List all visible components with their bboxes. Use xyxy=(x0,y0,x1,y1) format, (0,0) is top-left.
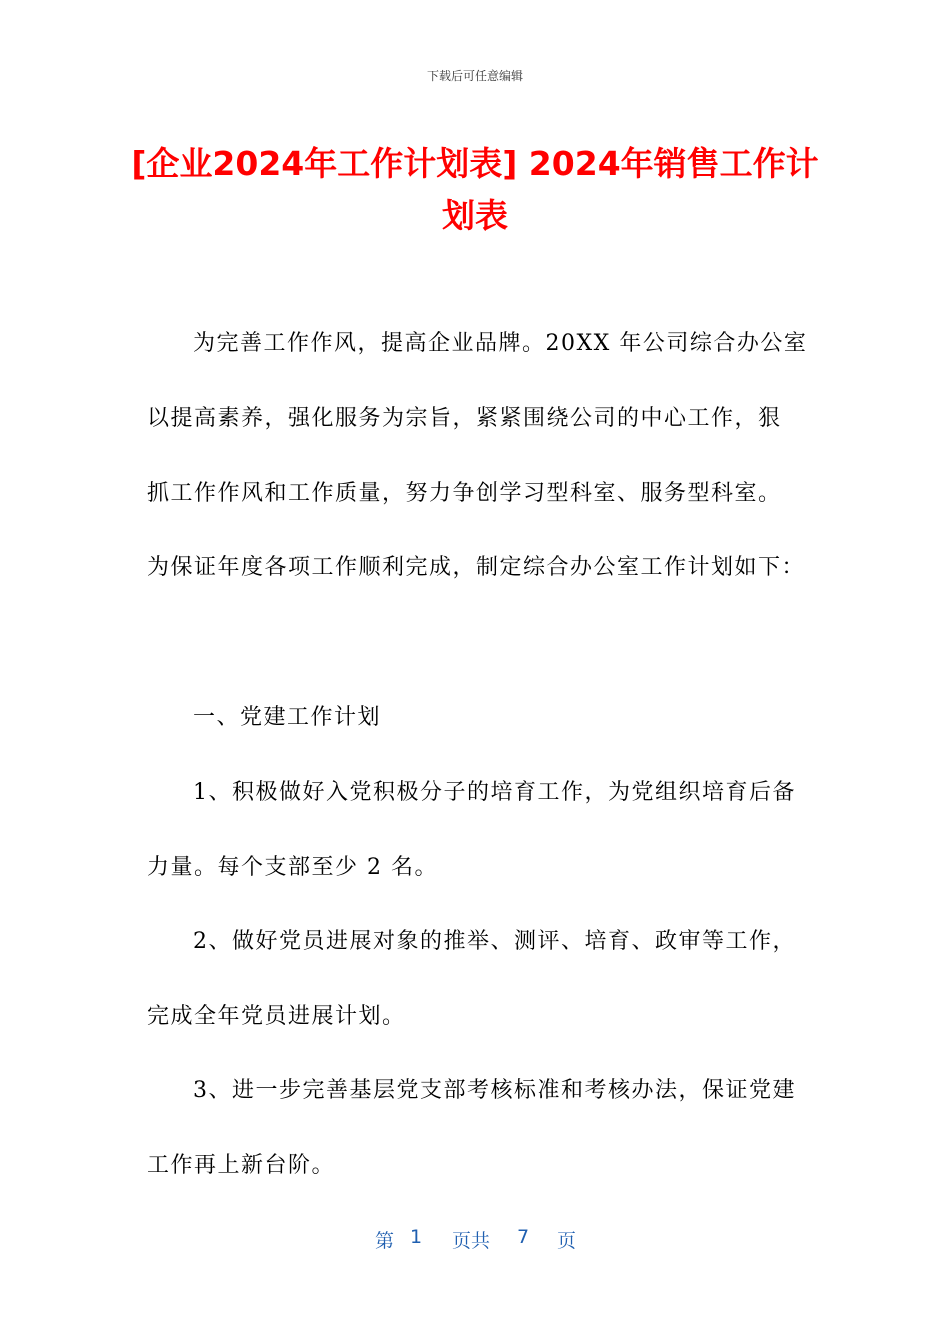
intro-line-4: 为保证年度各项工作顺利完成，制定综合办公室工作计划如下： xyxy=(147,555,806,580)
document-title: [企业2024年工作计划表] 2024年销售工作计划表 xyxy=(131,144,819,235)
item2-line-1: 2、做好党员进展对象的推举、测评、培育、政审等工作， xyxy=(193,929,796,954)
intro-line-1: 为完善工作作风，提高企业品牌。20XX 年公司综合办公室 xyxy=(193,331,808,356)
item1-line-1: 1、积极做好入党积极分子的培育工作，为党组织培育后备 xyxy=(193,780,796,805)
page-label-prefix: 第 xyxy=(375,1230,395,1252)
page-label-suffix: 页 xyxy=(557,1230,577,1252)
total-pages-number: 7 xyxy=(517,1226,530,1248)
intro-line-2: 以提高素养，强化服务为宗旨，紧紧围绕公司的中心工作，狠 xyxy=(147,406,782,431)
intro-line-3: 抓工作作风和工作质量，努力争创学习型科室、服务型科室。 xyxy=(147,481,782,506)
page-footer xyxy=(0,1226,950,1252)
item3-line-1: 3、进一步完善基层党支部考核标准和考核办法，保证党建 xyxy=(193,1078,796,1103)
item2-line-2: 完成全年党员进展计划。 xyxy=(147,1004,406,1029)
section-heading: 一、党建工作计划 xyxy=(193,705,382,730)
header-note: 下载后可任意编辑 xyxy=(426,69,523,83)
page-label-mid: 页共 xyxy=(452,1230,491,1252)
current-page-number: 1 xyxy=(410,1226,423,1248)
item1-line-2: 力量。每个支部至少 2 名。 xyxy=(147,855,438,880)
item3-line-2: 工作再上新台阶。 xyxy=(147,1153,336,1178)
